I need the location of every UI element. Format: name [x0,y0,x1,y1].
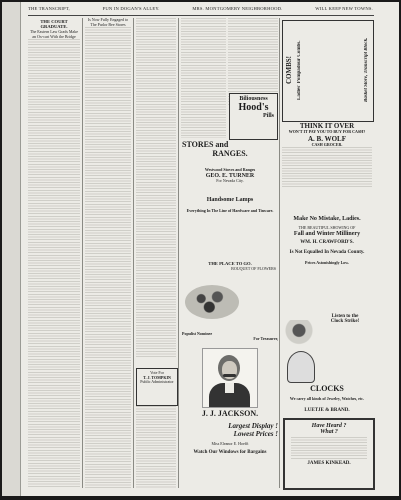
mistake-heading: Make No Mistake, Ladies. [293,216,361,222]
wolf-name: A. B. WOLF [308,134,346,143]
jewelry-text: We carry all kinds of Jewelry, Watches, etc. [282,397,372,402]
largest-display: Largest Display ! [228,422,278,430]
column-2-heading: Is Now Fully Engaged to The Parlor Bee Stores [85,18,131,27]
column-4-body-text [181,18,226,138]
column-3-lower [136,406,176,488]
window-bargains: Watch Our Windows for Bargains [193,449,267,455]
stoves-ranges-ad [182,140,278,256]
column-rule [133,18,134,488]
column-rule [178,18,179,488]
lowest-prices: Lowest Prices ! [233,430,278,438]
biliousness-text: Biliousness [239,96,268,102]
pompadour-text: Ladies' Pompadour Combs. [297,40,302,100]
lamps-text: Handsome Lamps [206,197,254,204]
millinery-text: Fall and Winter Millinery [293,230,361,237]
hardware-text: Everything In The Line of Hardware and Tinware. [182,209,278,214]
bouquet-text: BOUQUET OF FLOWERS [182,267,278,272]
turner-sub: For Nevada City. [182,179,278,184]
have-heard: Have Heard ? [311,423,347,429]
column-2 [85,18,131,488]
millinery-ad [282,212,372,308]
listen-text: Listen to the [331,314,359,319]
column-1-subheading: The Eastern Law Grads Make an Ox-cart With the Bridge [28,30,80,39]
prices-low: Prices Astonishingly Low. [282,261,372,266]
hoods-pills-ad [229,93,278,140]
vote-candidate: T. J. TOMPKIN [137,376,177,381]
column-1-heading: THE COURT GRADUATE. [28,19,80,29]
column-rule [279,18,280,488]
clock-image [287,351,315,383]
portrait-mustache [223,374,236,377]
turner-name: GEO. E. TURNER [205,172,255,179]
place-to-go: THE PLACE TO GO. [182,261,278,266]
clock-strike: Clock Strike! [330,319,360,324]
adjacent-page-edge [2,2,21,496]
column-3 [136,18,176,358]
masthead-rule [28,15,374,16]
pills-text: Pills [262,113,274,119]
ranges-heading: RANGES. [212,149,248,158]
pay-cash: WON'T IT PAY YOU TO BUY FOR CASH? [282,130,372,135]
headline-1: FUN IN DOGAN'S ALLEY. [102,6,160,11]
eleanor-text: Miss Eleanor E. Hoefft [182,442,278,447]
westwood-text: Westwood Stoves and Ranges [182,168,278,173]
candidate-portrait [202,348,258,408]
kinkead-name: JAMES KINKEAD. [307,461,351,466]
crawford-name: WM. H. CRAWFORD'S. [300,239,354,245]
headline-3: WILL KEEP NEW TOWNS. [315,6,373,11]
lady-image [282,320,316,346]
candidate-name: J. J. JACKSON. [201,409,259,418]
combs-left: COMBS! [285,56,293,84]
column-4 [181,18,226,138]
think-it-over: THINK IT OVER [299,122,355,130]
luetje-name: LUETJE & BRAND. [304,408,350,413]
cash-grocer: CASH GROCER. [282,143,372,148]
treasurer-label: For Treasurer, [182,337,278,342]
vote-office: Public Administrator [137,380,177,385]
headline-2: MRS. MONTGOMERY NEIGHBORHOOD. [192,6,283,11]
display-ad [182,422,278,490]
portrait-collar [225,383,234,393]
hoods-text: Hood's [238,102,269,113]
column-2-body-text [85,27,131,488]
masthead [28,6,373,11]
basket-store-text: Basket Store, Transcript Block. [364,37,369,103]
kinkead-body-text [291,437,367,459]
combs-ad [282,20,374,122]
flowers-image [185,285,239,319]
paper-name: THE TRANSCRIPT, [28,6,70,11]
kinkead-ad [283,418,375,490]
not-equalled: Is Not Equalled In Nevada County. [289,249,365,255]
newspaper-page [2,2,399,496]
populist-label: Populist Nominee [182,332,278,337]
column-1 [28,18,80,488]
column-3-body-text [136,18,176,358]
column-1-body-text [28,39,80,488]
column-3-lower-text [136,406,176,488]
clocks-heading: CLOCKS [310,384,344,393]
stoves-heading: STORES and [182,140,229,149]
showing-text: THE BEAUTIFUL SHOWING OF [282,226,372,231]
wolf-grocer-ad [282,122,372,210]
what-text: What ? [320,429,338,435]
wolf-body-text [282,147,372,187]
vote-label: Vote For [137,371,177,376]
column-rule [82,18,83,488]
vote-box [136,368,178,406]
